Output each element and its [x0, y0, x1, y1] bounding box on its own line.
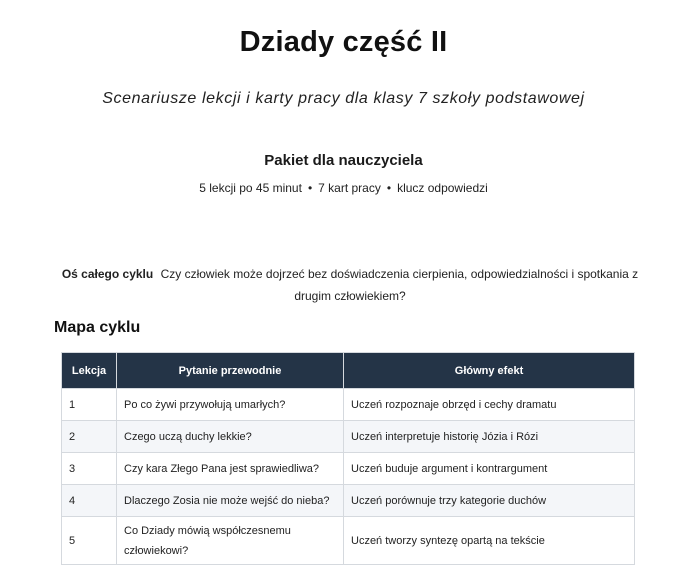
cell-lesson-number: 4 — [62, 485, 117, 517]
cell-guiding-question: Czego uczą duchy lekkie? — [117, 421, 344, 453]
cycle-axis — [60, 263, 640, 307]
cycle-axis-label: Oś całego cyklu — [61, 267, 154, 281]
table-header-row — [62, 353, 635, 389]
column-header-lesson: Lekcja — [62, 353, 117, 389]
package-meta-lessons: 5 lekcji po 45 minut — [199, 181, 302, 195]
table-row — [62, 389, 635, 421]
table-row — [62, 421, 635, 453]
cell-lesson-number: 5 — [62, 517, 117, 565]
cell-lesson-number: 3 — [62, 453, 117, 485]
section-title-cycle-map: Mapa cyklu — [54, 319, 141, 336]
cell-main-effect: Uczeń tworzy syntezę opartą na tekście — [344, 517, 635, 565]
package-meta-worksheets: 7 kart pracy — [318, 181, 381, 195]
document-title: Dziady część II — [239, 26, 448, 58]
package-meta-separator: • — [307, 181, 313, 195]
table-row — [62, 517, 635, 565]
package-meta-answer-key: klucz odpowiedzi — [397, 181, 488, 195]
cell-guiding-question: Po co żywi przywołują umarłych? — [117, 389, 344, 421]
package-meta-separator: • — [386, 181, 392, 195]
cell-main-effect: Uczeń rozpoznaje obrzęd i cechy dramatu — [344, 389, 635, 421]
package-meta — [0, 181, 687, 195]
document-subtitle: Scenariusze lekcji i karty pracy dla klasy 7 szkoły podstawowej — [102, 90, 585, 107]
cell-guiding-question: Czy kara Złego Pana jest sprawiedliwa? — [117, 453, 344, 485]
cell-main-effect: Uczeń buduje argument i kontrargument — [344, 453, 635, 485]
cycle-map-table — [61, 352, 635, 565]
table-row — [62, 453, 635, 485]
cell-guiding-question: Dlaczego Zosia nie może wejść do nieba? — [117, 485, 344, 517]
cycle-axis-text: Czy człowiek może dojrzeć bez doświadczenia cierpienia, odpowiedzialności i spotkania z drugim człowiekiem? — [160, 267, 639, 303]
cell-guiding-question: Co Dziady mówią współczesnemu człowiekowi? — [117, 517, 344, 565]
package-title: Pakiet dla nauczyciela — [264, 152, 423, 169]
cell-lesson-number: 1 — [62, 389, 117, 421]
cell-main-effect: Uczeń porównuje trzy kategorie duchów — [344, 485, 635, 517]
table-row — [62, 485, 635, 517]
cell-lesson-number: 2 — [62, 421, 117, 453]
cell-main-effect: Uczeń interpretuje historię Józia i Rózi — [344, 421, 635, 453]
column-header-main-effect: Główny efekt — [344, 353, 635, 389]
column-header-guiding-question: Pytanie przewodnie — [117, 353, 344, 389]
